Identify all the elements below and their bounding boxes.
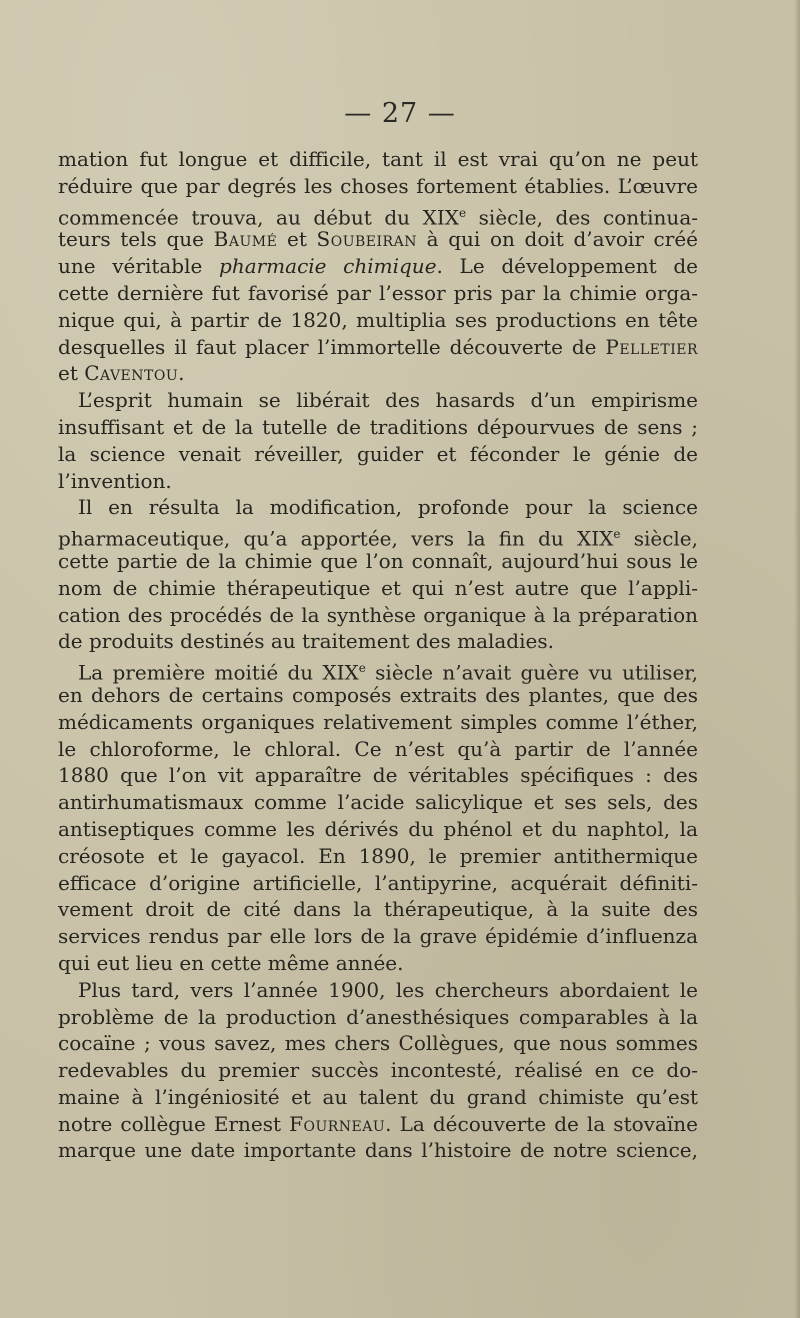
text-line: Plus tard, vers l’année 1900, les chercheurs abordaient le: [78, 977, 698, 1002]
author-name: Caventou: [84, 361, 179, 386]
text-line: cation des procédés de la synthèse organique à la préparation: [58, 602, 698, 627]
text-line: La première moitié du XIXe siècle n’avait guère vu utiliser,: [78, 660, 698, 685]
text-line: marque une date importante dans l’histoire de notre science,: [58, 1138, 698, 1163]
text-line: cette dernière fut favorisé par l’essor pris par la chimie orga-: [58, 280, 698, 305]
text-line: services rendus par elle lors de la grave épidémie d’influenza: [58, 924, 698, 949]
author-name: Soubeiran: [316, 227, 417, 252]
text-line: nique qui, à partir de 1820, multiplia ses productions en tête: [58, 307, 698, 332]
text-line: le chloroforme, le chloral. Ce n’est qu’à partir de l’année: [58, 736, 698, 761]
text-line: desquelles il faut placer l’immortelle découverte de Pelletier: [58, 334, 698, 359]
text-line: créosote et le gayacol. En 1890, le premier antithermique: [58, 843, 698, 868]
italic-term: pharmacie chimique: [219, 254, 437, 279]
text-line: notre collègue Ernest Fourneau. La découverte de la stovaïne: [58, 1111, 698, 1136]
text-line: commencée trouva, au début du XIXe siècle, des continua-: [58, 205, 698, 230]
text-line: en dehors de certains composés extraits des plantes, que des: [58, 682, 698, 707]
text-line: redevables du premier succès incontesté, réalisé en ce do-: [58, 1058, 698, 1083]
text-line: nom de chimie thérapeutique et qui n’est autre que l’appli-: [58, 575, 698, 600]
text-line: teurs tels que Baumé et Soubeiran à qui on doit d’avoir créé: [58, 227, 698, 252]
superscript: e: [613, 527, 621, 542]
text-line: qui eut lieu en cette même année.: [58, 950, 404, 975]
text-line: Il en résulta la modification, profonde pour la science: [78, 495, 698, 520]
author-name: Fourneau: [289, 1111, 386, 1136]
text-line: maine à l’ingéniosité et au talent du grand chimiste qu’est: [58, 1084, 698, 1109]
text-line: réduire que par degrés les choses fortement établies. L’œuvre: [58, 173, 698, 198]
text-line: vement droit de cité dans la thérapeutique, à la suite des: [58, 897, 698, 922]
text-line: une véritable pharmacie chimique. Le développement de: [58, 254, 698, 279]
text-line: et Caventou.: [58, 361, 185, 386]
text-line: pharmaceutique, qu’a apportée, vers la fin du XIXe siècle,: [58, 526, 698, 551]
text-line: L’esprit humain se libérait des hasards d’un empirisme: [78, 388, 698, 413]
text-line: de produits destinés au traitement des maladies.: [58, 629, 554, 654]
body-text: [58, 146, 698, 1164]
text-line: médicaments organiques relativement simples comme l’éther,: [58, 709, 698, 734]
author-name: Baumé: [213, 227, 278, 252]
text-line: 1880 que l’on vit apparaître de véritables spécifiques : des: [58, 763, 698, 788]
text-line: cocaïne ; vous savez, mes chers Collègues, que nous sommes: [58, 1031, 698, 1056]
page-edge-shadow: [794, 0, 800, 1318]
text-line: cette partie de la chimie que l’on connaît, aujourd’hui sous le: [58, 548, 698, 573]
text-line: problème de la production d’anesthésiques comparables à la: [58, 1004, 698, 1029]
text-line: mation fut longue et difficile, tant il est vrai qu’on ne peut: [58, 147, 698, 171]
text-line: l’invention.: [58, 468, 172, 493]
superscript: e: [358, 661, 366, 676]
page-number: — 27 —: [344, 98, 456, 129]
text-line: antirhumatismaux comme l’acide salicylique et ses sels, des: [58, 790, 698, 815]
text-line: la science venait réveiller, guider et féconder le génie de: [58, 441, 698, 466]
superscript: e: [458, 205, 467, 220]
text-line: antiseptiques comme les dérivés du phénol et du naphtol, la: [58, 816, 698, 841]
text-line: efficace d’origine artificielle, l’antipyrine, acquérait définiti-: [58, 870, 698, 895]
text-line: insuffisant et de la tutelle de traditions dépourvues de sens ;: [58, 414, 698, 439]
author-name: Pelletier: [605, 334, 698, 359]
